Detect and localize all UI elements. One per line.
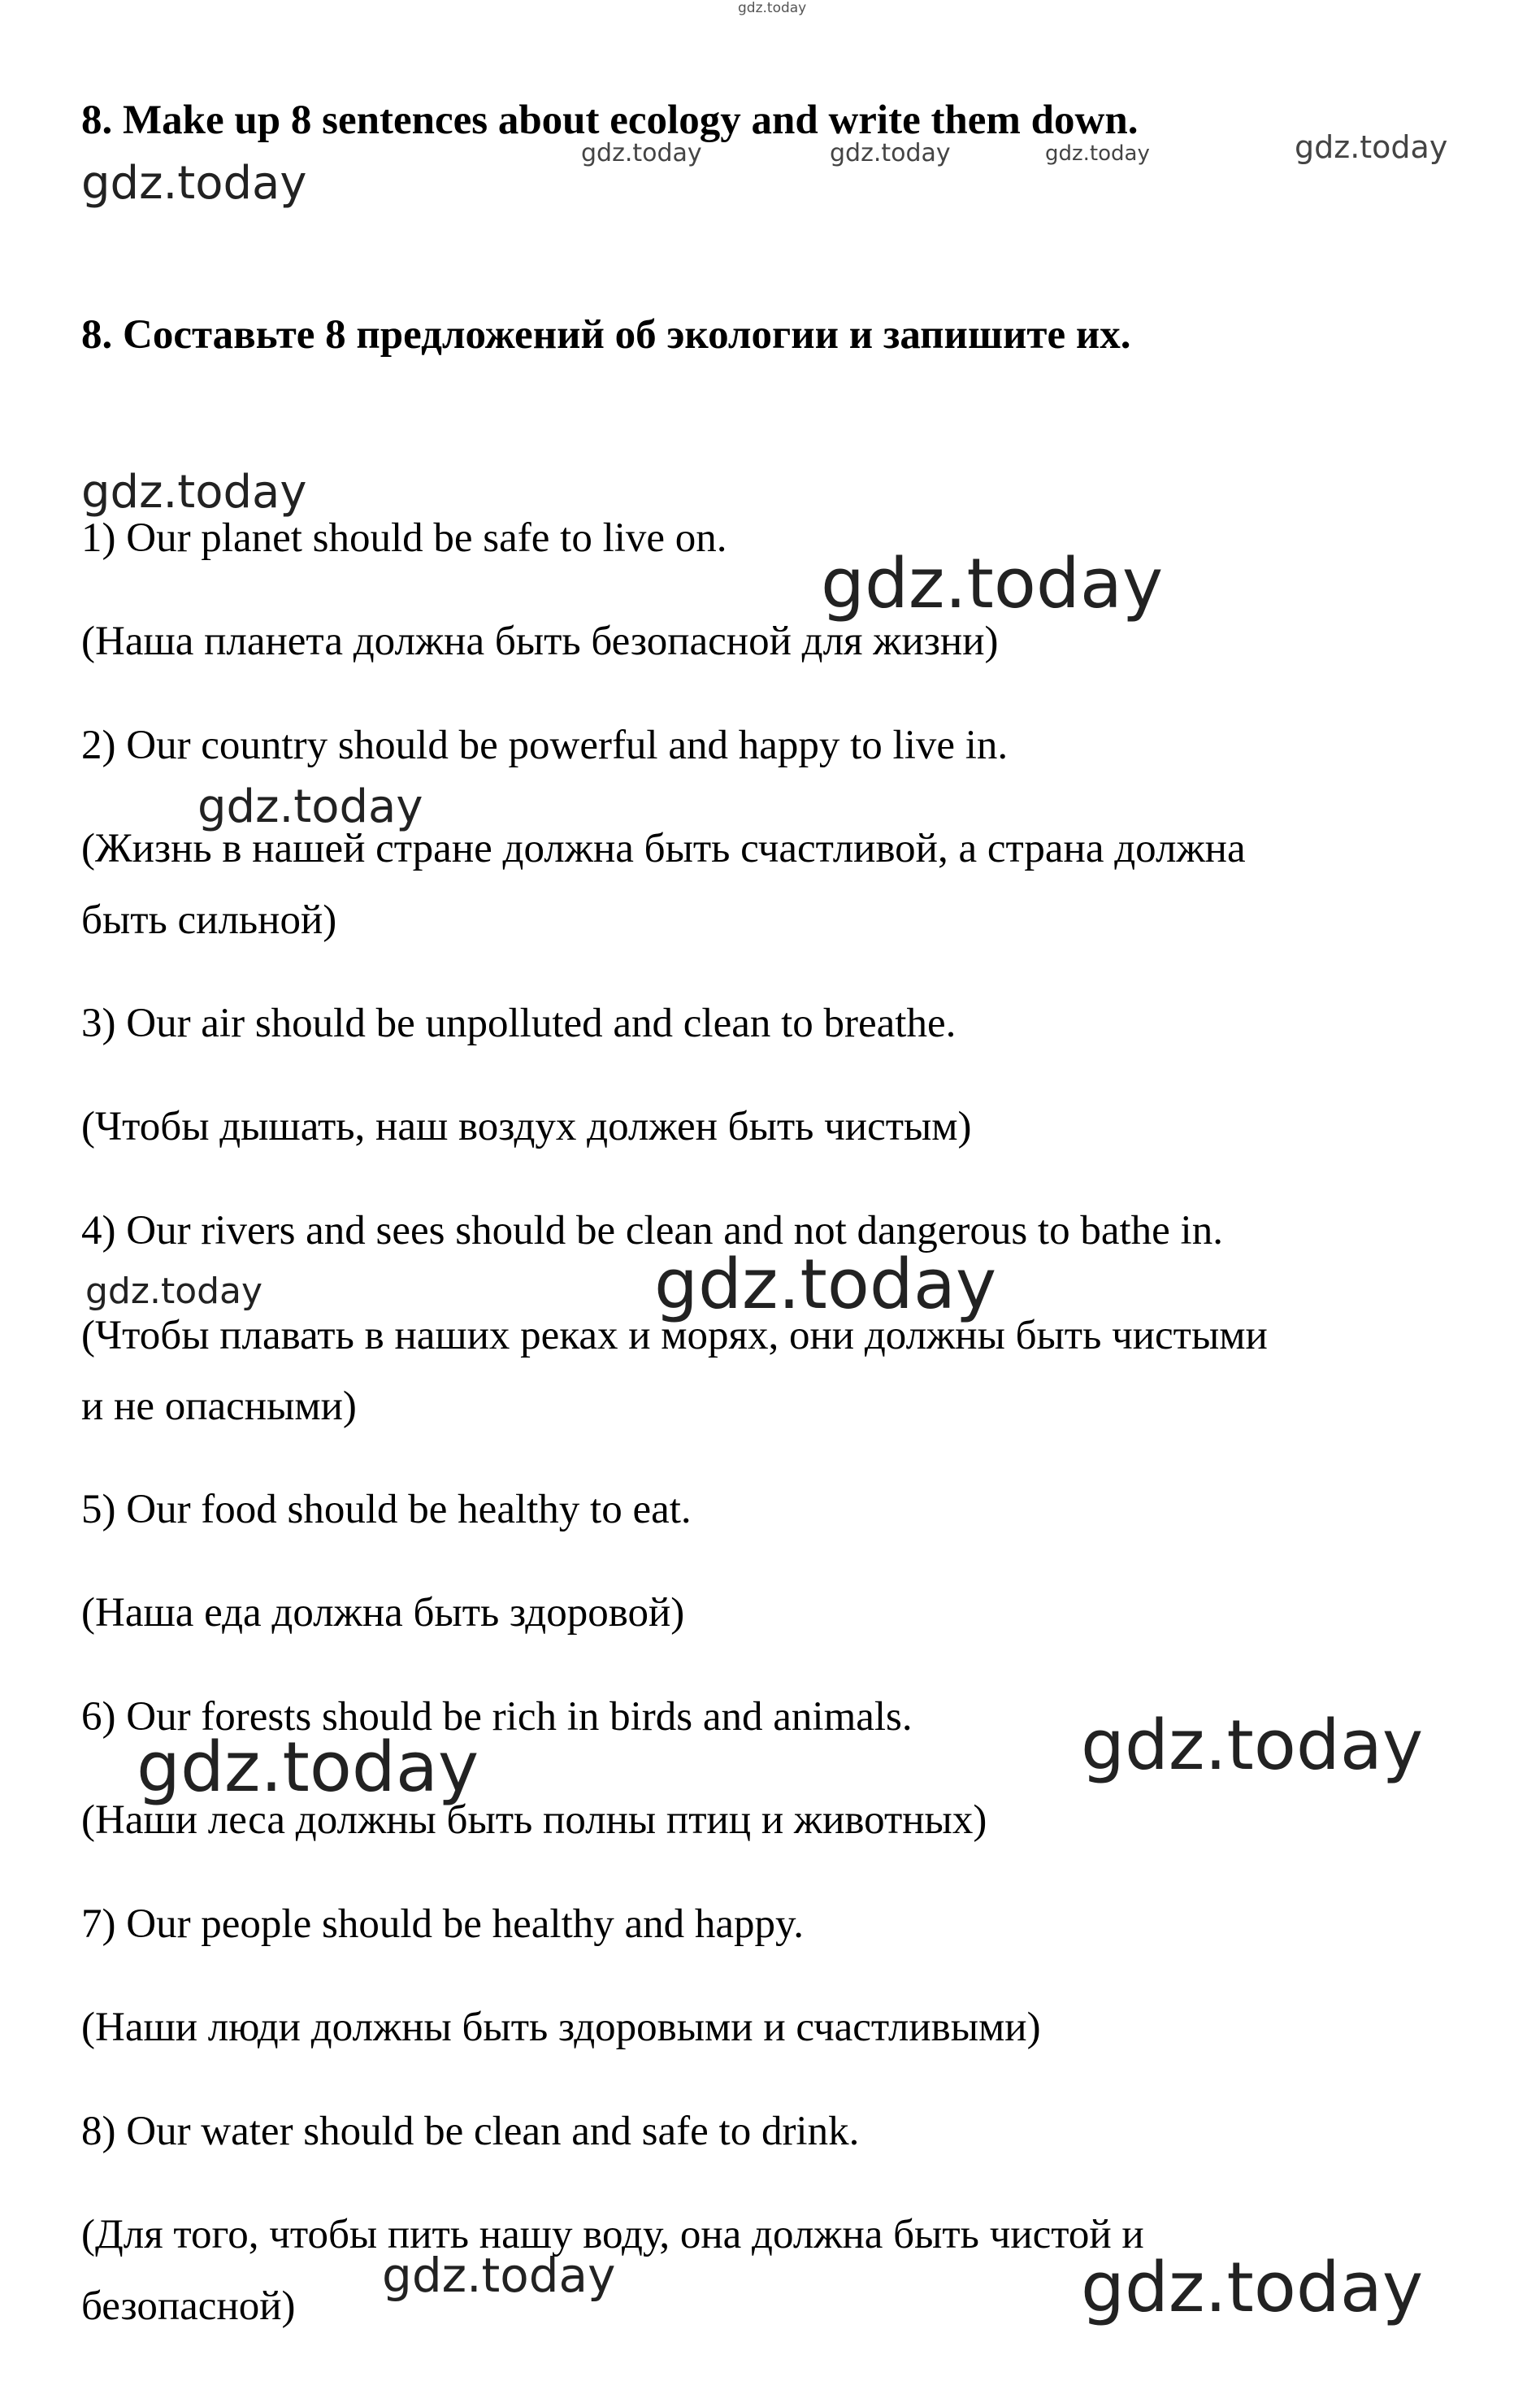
sentence-translation: безопасной) <box>81 2283 296 2329</box>
sentence-english: 7) Our people should be healthy and happy. <box>81 1901 804 1947</box>
watermark: gdz.today <box>821 544 1164 624</box>
watermark: gdz.today <box>197 780 423 833</box>
watermark: gdz.today <box>738 0 807 16</box>
sentence-translation: (Чтобы плавать в наших реках и морях, они должны быть чистыми <box>81 1313 1268 1358</box>
sentence-translation: (Жизнь в нашей стране должна быть счастливой, а страна должна <box>81 826 1246 871</box>
sentence-english: 6) Our forests should be rich in birds and animals. <box>81 1694 913 1740</box>
sentence-translation: (Наши люди должны быть здоровыми и счастливыми) <box>81 2005 1041 2050</box>
sentence-english: 1) Our planet should be safe to live on. <box>81 515 727 561</box>
watermark: gdz.today <box>1081 2248 1424 2328</box>
watermark: gdz.today <box>81 157 307 210</box>
watermark: gdz.today <box>581 139 702 167</box>
watermark: gdz.today <box>81 466 307 519</box>
watermark: gdz.today <box>1295 129 1448 165</box>
heading-russian: 8. Составьте 8 предложений об экологии и запишите их. <box>81 312 1131 358</box>
watermark: gdz.today <box>1081 1705 1424 1786</box>
sentence-translation: (Наша планета должна быть безопасной для жизни) <box>81 619 999 664</box>
sentence-english: 4) Our rivers and sees should be clean and not dangerous to bathe in. <box>81 1208 1223 1253</box>
sentence-translation: быть сильной) <box>81 897 337 943</box>
watermark: gdz.today <box>830 139 951 167</box>
sentence-translation: (Наша еда должна быть здоровой) <box>81 1590 685 1636</box>
sentence-translation: (Чтобы дышать, наш воздух должен быть чистым) <box>81 1104 972 1149</box>
sentence-english: 8) Our water should be clean and safe to drink. <box>81 2109 860 2154</box>
sentence-english: 3) Our air should be unpolluted and clean to breathe. <box>81 1001 957 1046</box>
sentence-translation: (Для того, чтобы пить нашу воду, она должна быть чистой и <box>81 2212 1144 2257</box>
heading-english: 8. Make up 8 sentences about ecology and write them down. <box>81 98 1139 143</box>
sentence-translation: (Наши леса должны быть полны птиц и животных) <box>81 1797 987 1843</box>
watermark: gdz.today <box>654 1245 997 1325</box>
sentence-english: 2) Our country should be powerful and happy to live in. <box>81 723 1009 768</box>
watermark: gdz.today <box>1045 141 1150 166</box>
sentence-translation: и не опасными) <box>81 1384 357 1429</box>
watermark: gdz.today <box>137 1727 479 1808</box>
sentence-english: 5) Our food should be healthy to eat. <box>81 1487 692 1532</box>
watermark: gdz.today <box>382 2248 616 2303</box>
watermark: gdz.today <box>85 1271 263 1312</box>
